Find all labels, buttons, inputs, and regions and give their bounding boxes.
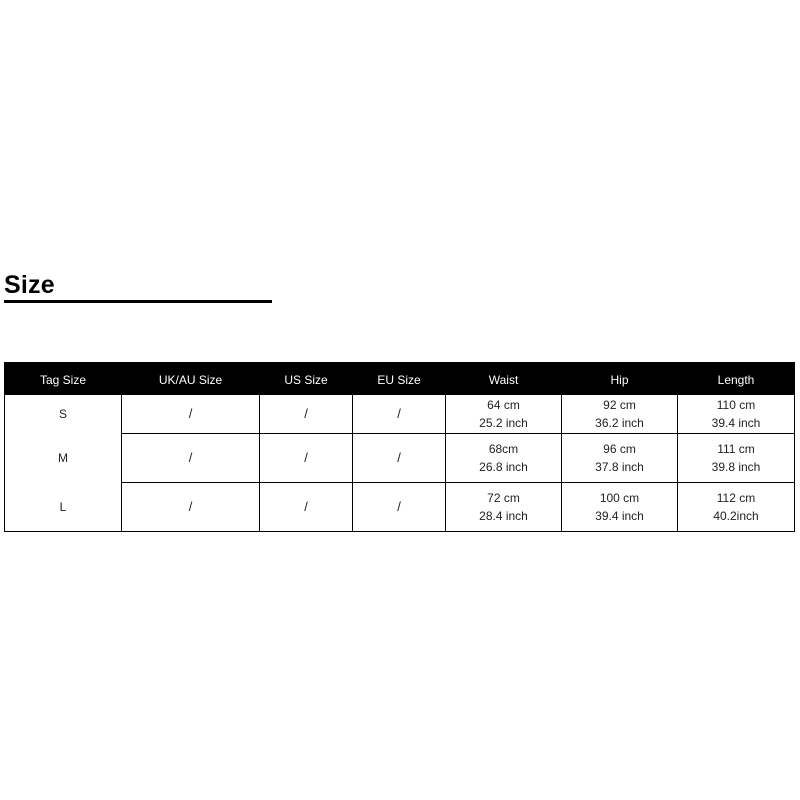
waist-inch: 26.8 inch	[479, 460, 528, 474]
us-size-cell: /	[260, 483, 353, 532]
hip-cm: 96 cm	[603, 442, 636, 456]
length-inch: 39.8 inch	[711, 460, 761, 474]
length-inch: 40.2inch	[713, 509, 759, 523]
size-heading-text: Size	[4, 271, 55, 299]
header-tag-size: Tag Size	[5, 363, 122, 395]
tag-size-cell: L	[5, 483, 122, 532]
length-cell	[678, 434, 795, 483]
uk-au-size-cell: /	[122, 434, 260, 483]
hip-inch: 37.8 inch	[595, 460, 644, 474]
hip-inch: 39.4 inch	[595, 509, 644, 523]
length-cm: 111 cm	[717, 442, 755, 456]
length-inch: 39.4 inch	[711, 416, 761, 430]
table-row	[5, 434, 795, 483]
us-size-cell: /	[260, 395, 353, 434]
length-cell	[678, 483, 795, 532]
eu-size-cell: /	[353, 434, 446, 483]
hip-cm: 92 cm	[603, 398, 636, 412]
header-hip: Hip	[562, 363, 678, 395]
header-uk-au-size: UK/AU Size	[122, 363, 260, 395]
hip-cm: 100 cm	[599, 491, 640, 505]
eu-size-cell: /	[353, 395, 446, 434]
tag-size-cell: S	[5, 395, 122, 434]
header-eu-size: EU Size	[353, 363, 446, 395]
waist-cm: 64 cm	[487, 398, 520, 412]
length-cell	[678, 395, 795, 434]
eu-size-cell: /	[353, 483, 446, 532]
table-row	[5, 483, 795, 532]
size-heading	[4, 270, 272, 303]
size-table	[4, 362, 795, 532]
header-us-size: US Size	[260, 363, 353, 395]
waist-inch: 28.4 inch	[479, 509, 528, 523]
header-waist: Waist	[446, 363, 562, 395]
table-header-row	[5, 363, 795, 395]
length-cm: 112 cm	[716, 491, 756, 505]
hip-cell	[562, 395, 678, 434]
tag-size-cell: M	[5, 434, 122, 483]
waist-cell	[446, 395, 562, 434]
waist-cm: 72 cm	[487, 491, 520, 505]
waist-cm: 68cm	[488, 442, 519, 456]
hip-inch: 36.2 inch	[595, 416, 644, 430]
waist-inch: 25.2 inch	[479, 416, 528, 430]
hip-cell	[562, 483, 678, 532]
waist-cell	[446, 483, 562, 532]
waist-cell	[446, 434, 562, 483]
uk-au-size-cell: /	[122, 395, 260, 434]
hip-cell	[562, 434, 678, 483]
length-cm: 110 cm	[716, 398, 756, 412]
us-size-cell: /	[260, 434, 353, 483]
header-length: Length	[678, 363, 795, 395]
table-row	[5, 395, 795, 434]
uk-au-size-cell: /	[122, 483, 260, 532]
